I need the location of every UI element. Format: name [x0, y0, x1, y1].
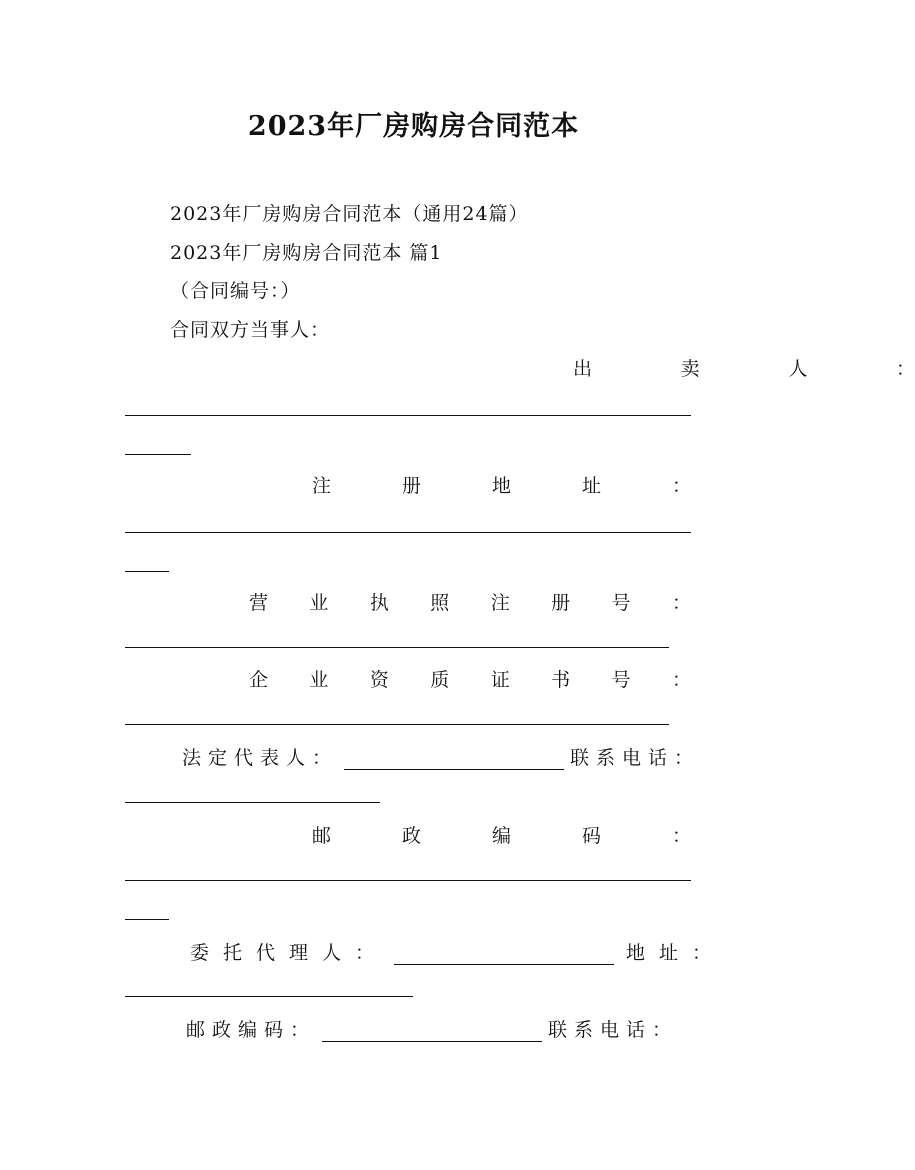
- postal-code-label: 邮 政 编 码 ：: [312, 825, 691, 847]
- postal-code2-blank: [322, 1040, 542, 1042]
- reg-address-label: 注 册 地 址 ：: [312, 475, 691, 497]
- intro-line-1: 2023年厂房购房合同范本（通用24篇）: [170, 203, 529, 225]
- seller-blank-line-cont: [125, 454, 191, 455]
- intro-line-4: 合同双方当事人：: [170, 319, 331, 341]
- intro-line-2: 2023年厂房购房合同范本 篇1: [170, 242, 443, 264]
- legal-rep-phone-blank: [125, 802, 380, 803]
- license-no-label: 营 业 执 照 注 册 号 ：: [249, 592, 691, 614]
- seller-label: 出 卖 人 ：: [573, 358, 915, 380]
- page-title: 2023年厂房购房合同范本: [247, 111, 580, 142]
- seller-blank-line: [125, 415, 691, 416]
- agent-row: [190, 938, 725, 965]
- agent-blank: [394, 963, 614, 965]
- agent-address-blank: [125, 996, 413, 997]
- qualification-no-label: 企 业 资 质 证 书 号 ：: [249, 669, 691, 691]
- phone2-label: 联系电话：: [548, 1019, 679, 1041]
- postal-phone-row: [186, 1015, 678, 1042]
- postal-code2-label: 邮政编码：: [186, 1019, 317, 1041]
- postal-code-blank-line-cont: [125, 919, 169, 920]
- agent-address-label: 地址：: [626, 942, 726, 964]
- legal-rep-row: [182, 743, 700, 770]
- agent-label: 委托代理人：: [190, 942, 389, 964]
- reg-address-blank-line: [125, 532, 691, 533]
- reg-address-blank-line-cont: [125, 571, 169, 572]
- license-no-blank-line: [125, 647, 669, 648]
- legal-rep-phone-label: 联系电话：: [570, 747, 701, 769]
- legal-rep-label: 法定代表人：: [182, 747, 339, 769]
- postal-code-blank-line: [125, 880, 691, 881]
- qualification-no-blank-line: [125, 724, 669, 725]
- legal-rep-blank: [344, 768, 564, 770]
- intro-line-3: （合同编号：）: [170, 280, 301, 302]
